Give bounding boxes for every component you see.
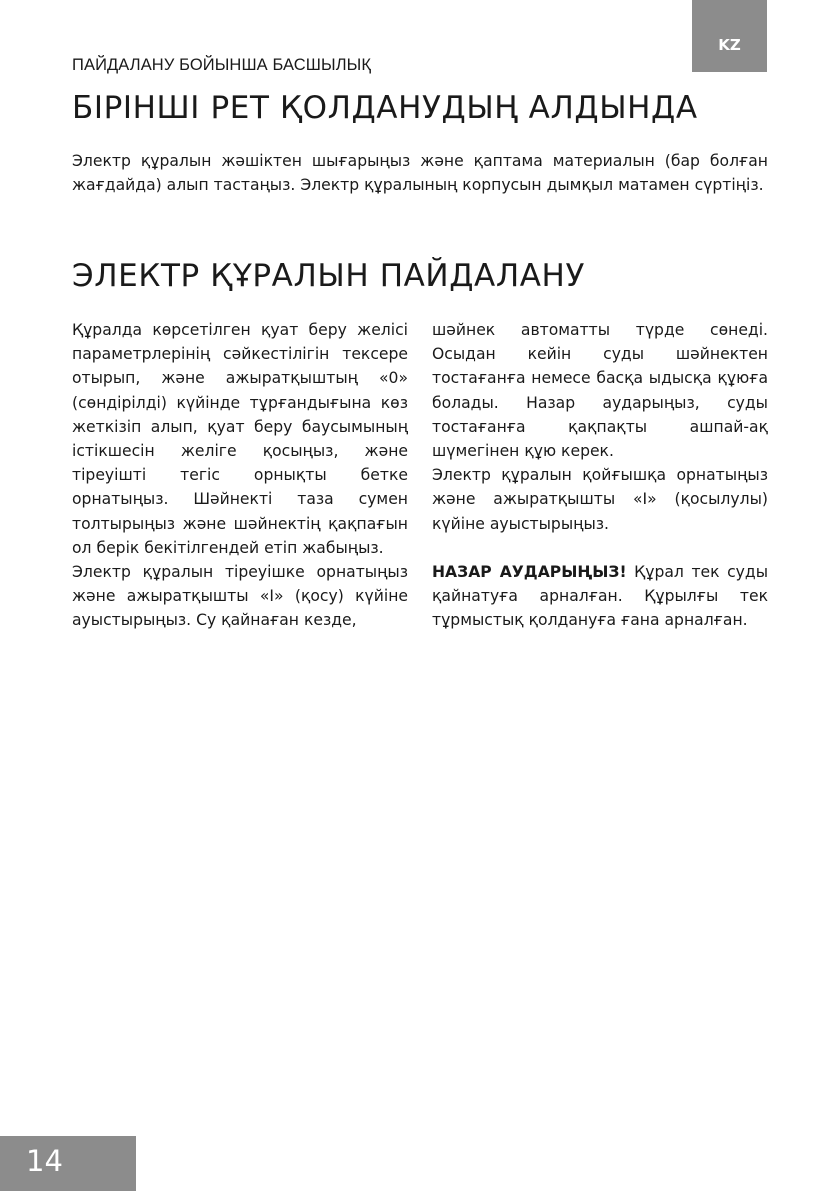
usage-column-right xyxy=(432,318,768,632)
section-title-before-first-use: БІРІНШІ РЕТ ҚОЛДАНУДЫҢ АЛДЫНДА xyxy=(72,90,698,126)
warning-label: НАЗАР АУДАРЫҢЫЗ! xyxy=(432,562,627,581)
usage-column-left xyxy=(72,318,408,633)
page-number: 14 xyxy=(26,1144,63,1178)
usage-paragraph: шәйнек автоматты түрде сөнеді. Осыдан кейін суды шәйнектен тостағанға немесе басқа ыдысқа құюға болады. Назар аударыңыз, суды тостағанға қақпақты ашпай-ақ шүмегінен құю керек. xyxy=(432,321,768,461)
usage-paragraph: Электр құралын қойғышқа орнатыңыз және ажыратқышты «I» (қосылулы) күйіне ауыстырыңыз. xyxy=(432,466,768,533)
section-title-usage: ЭЛЕКТР ҚҰРАЛЫН ПАЙДАЛАНУ xyxy=(72,258,585,294)
section-text-before-first-use: Электр құралын жәшіктен шығарыңыз және қаптама материалын (бар болған жағдайда) алып тастаңыз. Электр құралының корпусын дымқыл матамен сүртіңіз. xyxy=(72,152,768,195)
usage-paragraph: Құралда көрсетілген қуат беру желісі параметрлерінің сәйкестілігін тексере отырып, және ажыратқыштың «0» (сөндірілді) күйінде тұрғандығына көз жеткізіп алып, қуат беру баусымының істікшесін желіге қосыңыз, және тіреуішті тегіс орнықты бетке орнатыңыз. Шәйнекті таза сумен толтырыңыз және шәйнектің қақпағын ол берік бекітілгендей етіп жабыңыз. xyxy=(72,321,408,557)
usage-paragraph: Электр құралын тіреуішке орнатыңыз және ажыратқышты «I» (қосу) күйіне ауыстырыңыз. Су қайнаған кезде, xyxy=(72,563,408,630)
running-header: ПАЙДАЛАНУ БОЙЫНША БАСШЫЛЫҚ xyxy=(72,56,372,74)
language-code: KZ xyxy=(718,36,741,54)
warning-note xyxy=(432,560,768,633)
warning-text: Құрал тек суды қайнатуға арналған. Құрылғы тек тұрмыстық қолдануға ғана арналған. xyxy=(432,562,769,630)
page-number-box xyxy=(0,1136,136,1191)
language-tab xyxy=(692,0,767,72)
